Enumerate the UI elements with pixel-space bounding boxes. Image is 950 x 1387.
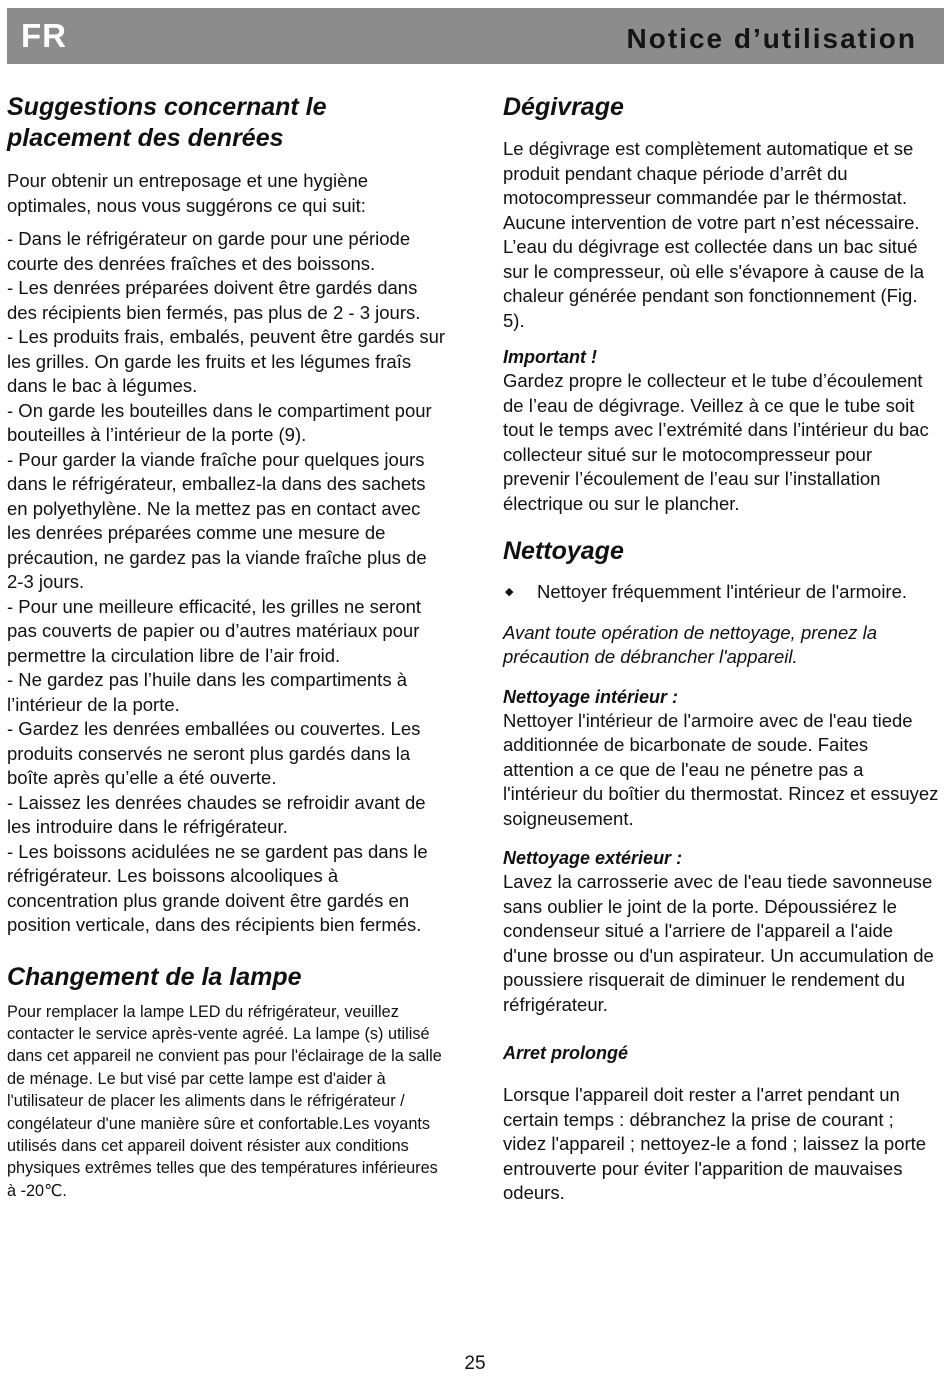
- placement-intro: Pour obtenir un entreposage et une hygiène optimales, nous vous suggérons ce qui suit:: [7, 170, 369, 216]
- list-item: - Pour garder la viande fraîche pour quelques jours dans le réfrigérateur, emballez-la dans des sachets en polyethylène. Ne la mettez pas en contact avec les denrées préparées comme une mesure de précaution, ne gardez pas la viande fraîche plus de 2-3 jours.: [7, 448, 427, 592]
- list-item: - Ne gardez pas l’huile dans les compartiments à l’intérieur de la porte.: [7, 669, 407, 715]
- defrost-title: Dégivrage: [503, 93, 624, 121]
- diamond-bullet-icon: ◆: [505, 586, 514, 598]
- list-item: - Dans le réfrigérateur on garde pour une période courte des denrées fraîches et des boissons.: [7, 228, 411, 274]
- exterior-cleaning-text: Lavez la carrosserie avec de l'eau tiede savonneuse sans oublier le joint de la porte. Dépoussiérez le condenseur situé a l'arriere de l'appareil a l'aide d'une brosse ou d'un aspirateur. Un accumulation de poussiere risquerait de diminuer le rendement du réfrigérateur.: [503, 871, 934, 1015]
- defrost-text-1: Le dégivrage est complètement automatique et se produit pendant chaque période d’arrêt du motocompresseur commandée par le thérmostat.: [503, 138, 914, 208]
- important-text: Gardez propre le collecteur et le tube d’écoulement de l’eau de dégivrage. Veillez à ce que le tube soit tout le temps avec l’extrémité dans l’intérieur du bac collecteur situé sur le motocompresseur pour prevenir l’écoulement de l’eau sur l’installation électrique ou sur le plancher.: [503, 370, 929, 514]
- list-item: - On garde les bouteilles dans le compartiment pour bouteilles à l’intérieur de la porte (9).: [7, 399, 432, 445]
- lamp-text: Pour remplacer la lampe LED du réfrigérateur, veuillez contacter le service après-vente agréé. La lampe (s) utilisé dans cet appareil ne convient pas pour l'éclairage de la salle de ménage. Le but visé par cette lampe est d'aider à l'utilisateur de placer les aliments dans le réfrigérateur / congélateur d'une manière sûre et confortable.Les voyants utilisés dans cet appareil doivent résister aux conditions physiques extrêmes telles que des températures inférieures à -20℃.: [7, 1002, 442, 1200]
- long-stop-text: Lorsque l'appareil doit rester a l'arret pendant un certain temps : débranchez la prise de courant ; videz l'appareil ; nettoyez-le a fond ; laissez la porte entrouverte pour éviter l'apparition de mauvaises odeurs.: [503, 1084, 927, 1203]
- cleaning-title: Nettoyage: [503, 537, 624, 565]
- interior-cleaning-title: Nettoyage intérieur :: [503, 686, 679, 707]
- cleaning-bullet-text: Nettoyer fréquemment l'intérieur de l'armoire.: [537, 581, 908, 602]
- exterior-cleaning-title: Nettoyage extérieur :: [503, 848, 683, 868]
- important-title: Important !: [503, 347, 597, 367]
- list-item: - Les boissons acidulées ne se gardent pas dans le réfrigérateur. Les boissons alcooliques à concentration plus grande doivent être gardés en position verticale, dans des récipients bien fermés.: [7, 840, 428, 935]
- defrost-text-3: L’eau du dégivrage est collectée dans un bac situé sur le compresseur, où elle s'évapore à cause de la chaleur générée pendant son fonctionnement (Fig. 5).: [503, 236, 925, 331]
- page-header: [7, 8, 944, 64]
- cleaning-warning: Avant toute opération de nettoyage, prenez la précaution de débrancher l'appareil.: [503, 621, 878, 667]
- interior-cleaning-text: Nettoyer l'intérieur de l'armoire avec de l'eau tiede additionnée de bicarbonate de soude. Faites attention a ce que de l'eau ne pénetre pas a l'intérieur du boîtier du thermostat. Rincez et essuyez soigneusement.: [503, 709, 939, 829]
- list-item: - Pour une meilleure efficacité, les grilles ne seront pas couverts de papier ou d’autres matériaux pour permettre la circulation libre de l’air froid.: [7, 595, 422, 666]
- defrost-text-2: Aucune intervention de votre part n’est nécessaire.: [503, 211, 920, 233]
- placement-list: [7, 227, 447, 938]
- language-label: FR: [21, 17, 67, 54]
- page-number: 25: [464, 1353, 486, 1374]
- header-title: Notice d’utilisation: [626, 23, 917, 54]
- left-column: [7, 92, 447, 1202]
- right-column: [503, 92, 941, 1206]
- placement-title: Suggestions concernant le placement des denrées: [7, 93, 327, 152]
- lamp-title: Changement de la lampe: [7, 962, 302, 991]
- list-item: - Laissez les denrées chaudes se refroidir avant de les introduire dans le réfrigérateur.: [7, 791, 426, 837]
- cleaning-bullet: [503, 580, 941, 605]
- list-item: - Gardez les denrées emballées ou couvertes. Les produits conservés ne seront plus gardés dans la boîte après qu’elle a été ouverte.: [7, 718, 421, 788]
- long-stop-title: Arret prolongé: [503, 1043, 629, 1063]
- list-item: - Les produits frais, embalés, peuvent être gardés sur les grilles. On garde les fruits et les légumes fraîs dans le bac à légumes.: [7, 326, 446, 396]
- list-item: - Les denrées préparées doivent être gardés dans des récipients bien fermés, pas plus de 2 - 3 jours.: [7, 277, 421, 323]
